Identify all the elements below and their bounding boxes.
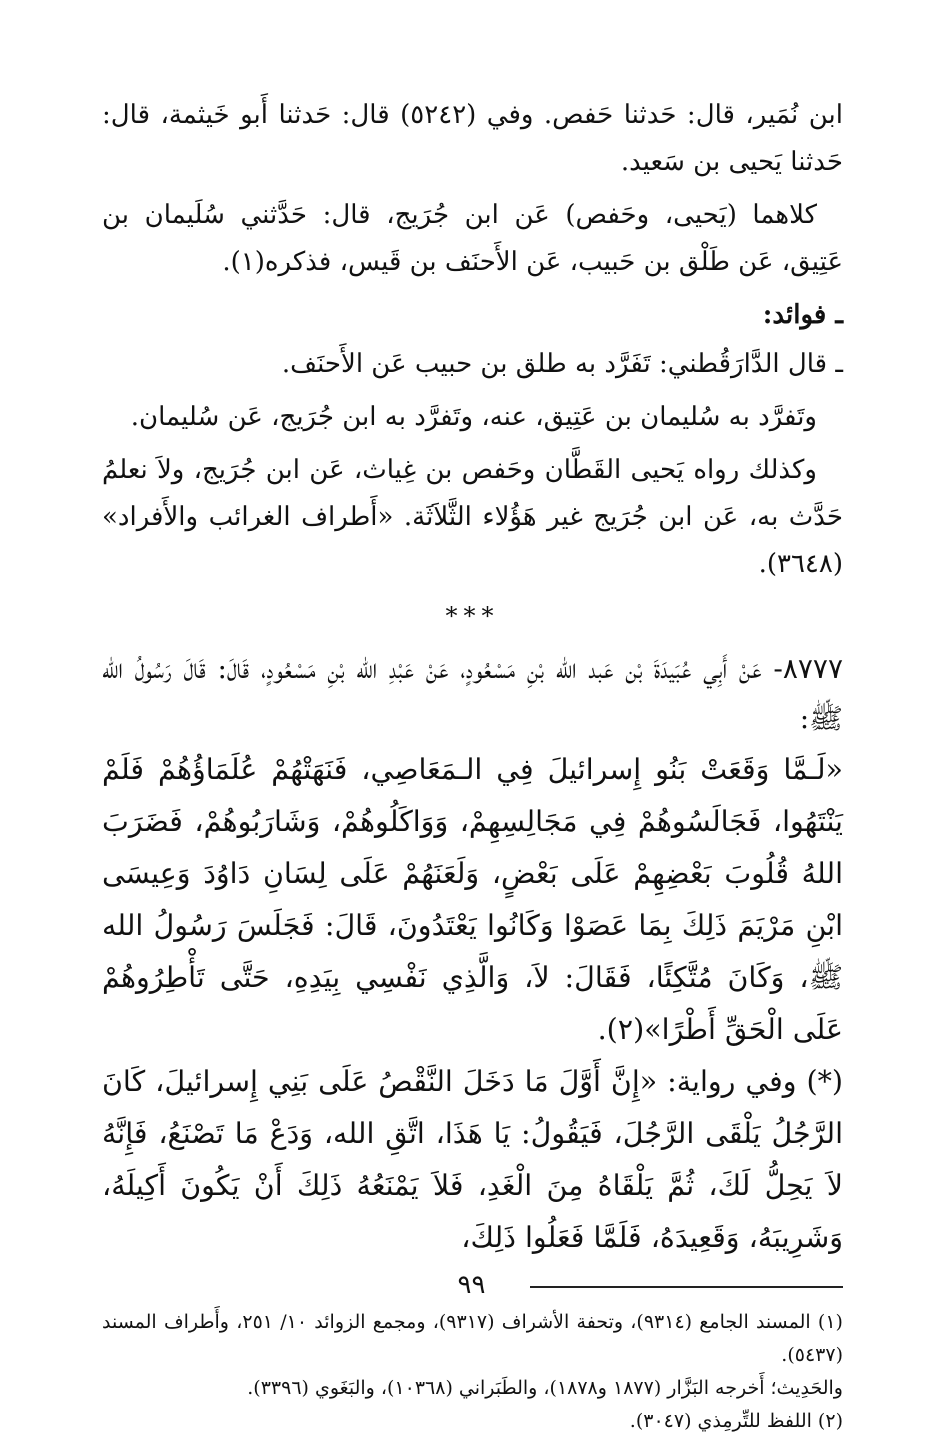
- hadith-isnad: ٨٧٧٧- عَنْ أَبِي عُبَيدَةَ بْن عَبد الله بْنِ مَسْعُودٍ، عَنْ عَبْدِ الله بْنِ مَسْعُودٍ، قَالَ: قَالَ رَسُولُ الله ﷺ:: [102, 652, 843, 735]
- footnote-2: (٢) اللفظ للتِّرمِذي (٣٠٤٧).: [629, 1410, 843, 1432]
- hadith-matn: «لَـمَّا وَقَعَتْ بَنُو إِسرائيلَ فِي الـمَعَاصِي، فَنَهَتْهُمْ عُلَمَاؤُهُمْ فَلَمْ يَنْتَهُوا، فَجَالَسُوهُمْ فِي مَجَالِسِهِمْ، وَوَاكَلُوهُمْ، وَشَارَبُوهُمْ، فَضَرَبَ اللهُ قُلُوبَ بَعْضِهِمْ عَلَى بَعْضٍ، وَلَعَنَهُمْ عَلَى لِسَانِ دَاوُدَ وَعِيسَى ابْنِ مَرْيَمَ ذَلِكَ بِمَا عَصَوْا وَكَانُوا يَعْتَدُونَ، قَالَ: فَجَلَسَ رَسُولُ الله ﷺ، وَكَانَ مُتَّكِئًا، فَقَالَ: لاَ، وَالَّذِي نَفْسِي بِيَدِهِ، حَتَّى تَأْطِرُوهُمْ عَلَى الْحَقِّ أَطْرًا»(٢).: [102, 753, 843, 1046]
- hadith-variant: (*) وفي رواية: «إِنَّ أَوَّلَ مَا دَخَلَ النَّقْصُ عَلَى بَنِي إِسرائيلَ، كَانَ الرَّجُلُ يَلْقَى الرَّجُلَ، فَيَقُولُ: يَا هَذَا، اتَّقِ الله، وَدَعْ مَا تَصْنَعُ، فَإِنَّهُ لاَ يَحِلُّ لَكَ، ثُمَّ يَلْقَاهُ مِنَ الْغَدِ، فَلاَ يَمْنَعُهُ ذَلِكَ أَنْ يَكُونَ أَكِيلَهُ، وَشَرِيبَهُ، وَقَعِيدَهُ، فَلَمَّا فَعَلُوا ذَلِكَ،: [102, 1065, 843, 1254]
- benefits-heading: ـ فوائد:: [762, 300, 843, 330]
- tafarrud-note: وتَفرَّد به سُليمان بن عَتِيق، عنه، وتَفرَّد به ابن جُرَيج، عَن سُليمان.: [130, 402, 817, 432]
- daraqutni-quote: ـ قال الدَّارَقُطني: تَفَرَّد به طلق بن حبيب عَن الأَحنَف.: [281, 349, 843, 379]
- page-number: ٩٩: [457, 1270, 486, 1300]
- isnad-paragraph-2: كلاهما (يَحيى، وحَفص) عَن ابن جُرَيج، قال: حَدَّثني سُلَيمان بن عَتِيق، عَن طَلْق بن حَبيب، عَن الأَحنَف بن قَيس، فذكره(١).: [102, 200, 843, 277]
- narration-note: وكذلك رواه يَحيى القَطَّان وحَفص بن غِياث، عَن ابن جُرَيج، ولاَ نعلمُ حَدَّث به، عَن ابن جُرَيج غير هَؤُلاء الثَّلاَثَة. «أَطراف الغرائب والأَفراد» (٣٦٤٨).: [102, 455, 843, 579]
- isnad-paragraph-1: ابن نُمَير، قال: حَدثنا حَفص. وفي (٥٢٤٢) قال: حَدثنا أَبو خَيثمة، قال: حَدثنا يَحيى بن سَعيد.: [102, 100, 843, 177]
- footnote-1: (١) المسند الجامع (٩٣١٤)، وتحفة الأشراف (٩٣١٧)، ومجمع الزوائد ١٠/ ٢٥١، وأَطراف المسند (٥٤٣٧).: [102, 1311, 843, 1366]
- footnote-1-continued: والحَدِيث؛ أَخرجه البَزَّار (١٨٧٧ و١٨٧٨)، والطَبَراني (١٠٣٦٨)، والبَغَوي (٣٣٩٦).: [247, 1377, 843, 1399]
- section-separator: ***: [445, 602, 500, 630]
